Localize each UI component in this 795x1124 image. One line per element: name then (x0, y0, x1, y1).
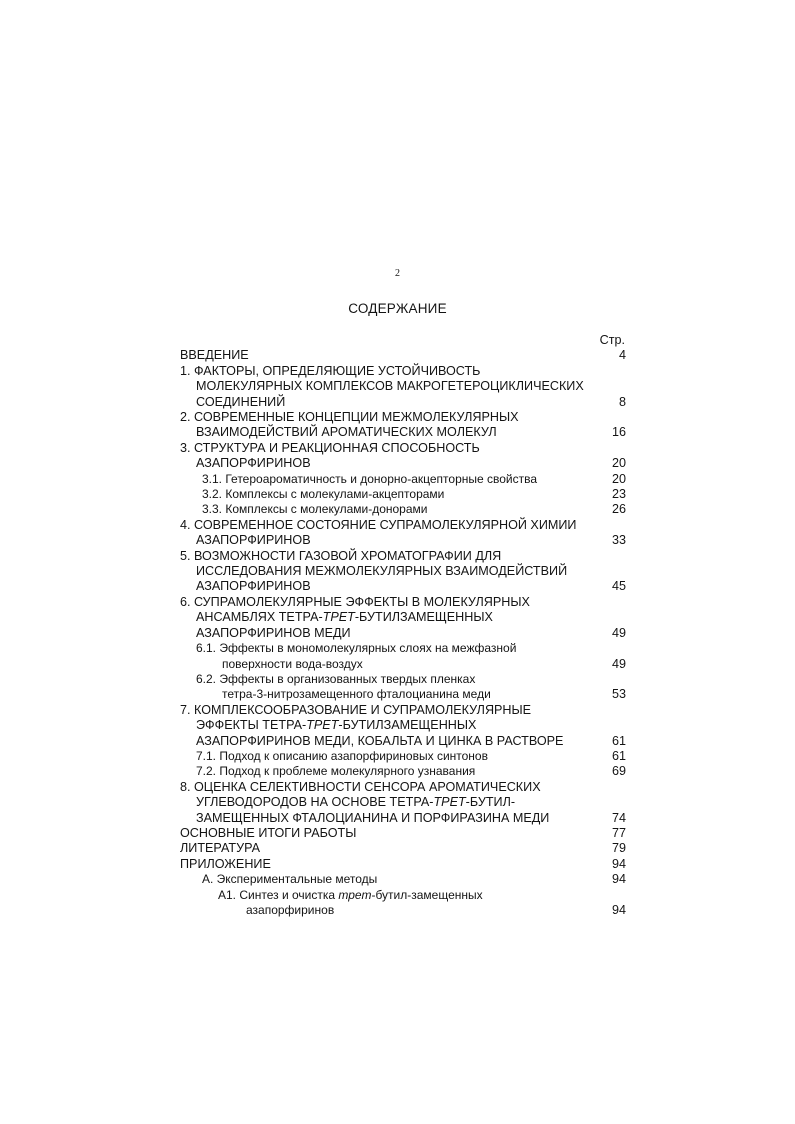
toc-entry-page: 61 (611, 733, 626, 748)
toc-entry-page: 79 (611, 841, 626, 856)
toc-entry-title (180, 703, 596, 749)
toc-entry (180, 487, 626, 502)
toc-entry-title (202, 872, 596, 887)
toc-entry-line: 7.2. Подход к проблеме молекулярного узнавания (196, 764, 476, 779)
toc-entry-page: 8 (618, 394, 626, 409)
toc-entry-page: 20 (611, 471, 626, 486)
toc-entry-line: ОСНОВНЫЕ ИТОГИ РАБОТЫ (180, 825, 357, 840)
toc-entry-line: А. Экспериментальные методы (202, 872, 378, 887)
toc-entry-page: 20 (611, 456, 626, 471)
toc-entry-line: 4. СОВРЕМЕННОЕ СОСТОЯНИЕ СУПРАМОЛЕКУЛЯРНОЙ ХИМИИ (180, 517, 577, 532)
toc-entry-page: 45 (611, 579, 626, 594)
toc-entry-page: 33 (611, 533, 626, 548)
toc-entry-title (180, 348, 596, 363)
toc-entry-line: АЗАПОРФИРИНОВ (196, 456, 311, 471)
toc-entry-title (196, 764, 596, 779)
toc-entry (180, 364, 626, 410)
toc-entry-line: ЭФФЕКТЫ ТЕТРА-ТРЕТ-БУТИЛЗАМЕЩЕННЫХ (196, 718, 477, 733)
toc-entry-line: поверхности вода-воздух (222, 656, 363, 671)
toc-entry-line: 2. СОВРЕМЕННЫЕ КОНЦЕПЦИИ МЕЖМОЛЕКУЛЯРНЫХ (180, 410, 519, 425)
toc-entry-title (180, 780, 596, 826)
toc-entry (180, 410, 626, 441)
toc-entry (180, 780, 626, 826)
toc-entry-line: ЛИТЕРАТУРА (180, 841, 261, 856)
table-of-contents (180, 333, 626, 918)
toc-entry-title (202, 502, 596, 517)
toc-entry-title (196, 749, 596, 764)
toc-entry (180, 441, 626, 472)
toc-title: СОДЕРЖАНИЕ (348, 301, 447, 316)
toc-entry-title (180, 364, 596, 410)
toc-entry-line: 7. КОМПЛЕКСООБРАЗОВАНИЕ И СУПРАМОЛЕКУЛЯРНЫЕ (180, 702, 532, 717)
toc-entry-page: 94 (611, 856, 626, 871)
toc-entry-page: 49 (611, 656, 626, 671)
toc-entry-title (180, 595, 596, 641)
toc-entry-line: АЗАПОРФИРИНОВ (196, 579, 311, 594)
toc-entry (180, 888, 626, 919)
toc-entry (180, 549, 626, 595)
toc-entry-line: АЗАПОРФИРИНОВ (196, 533, 311, 548)
toc-entry-title (180, 441, 596, 472)
toc-entry-line: азапорфиринов (246, 903, 335, 918)
toc-entry-line: 1. ФАКТОРЫ, ОПРЕДЕЛЯЮЩИЕ УСТОЙЧИВОСТЬ (180, 363, 481, 378)
toc-entry-page: 26 (611, 502, 626, 517)
toc-entry (180, 872, 626, 887)
toc-entry-page: 61 (611, 748, 626, 763)
toc-entry-line: МОЛЕКУЛЯРНЫХ КОМПЛЕКСОВ МАКРОГЕТЕРОЦИКЛИЧЕСКИХ (196, 379, 584, 394)
toc-entry-title (180, 857, 596, 872)
toc-entry-page: 16 (611, 425, 626, 440)
toc-entry (180, 502, 626, 517)
toc-entry-page: 49 (611, 625, 626, 640)
toc-entry (180, 703, 626, 749)
toc-entry-line: АНСАМБЛЯХ ТЕТРА-ТРЕТ-БУТИЛЗАМЕЩЕННЫХ (196, 610, 493, 625)
toc-entry-line: 6.1. Эффекты в мономолекулярных слоях на межфазной (196, 641, 517, 656)
toc-entry-line: 3.2. Комплексы с молекулами-акцепторами (202, 487, 445, 502)
toc-entry-page: 23 (611, 487, 626, 502)
toc-entry-title (180, 549, 596, 595)
toc-entry-page: 4 (618, 348, 626, 363)
toc-entry (180, 749, 626, 764)
toc-entry-page: 53 (611, 687, 626, 702)
toc-entry-line: АЗАПОРФИРИНОВ МЕДИ (196, 625, 351, 640)
toc-entry-line: 6. СУПРАМОЛЕКУЛЯРНЫЕ ЭФФЕКТЫ В МОЛЕКУЛЯРНЫХ (180, 594, 530, 609)
toc-entry-title (180, 518, 596, 549)
toc-entry-line: тетра-3-нитрозамещенного фталоцианина меди (222, 687, 491, 702)
toc-entry-line: А1. Синтез и очистка трет-бутил-замещенных (218, 887, 483, 902)
toc-entry-page: 74 (611, 810, 626, 825)
toc-entry-line: ПРИЛОЖЕНИЕ (180, 856, 271, 871)
toc-entry (180, 518, 626, 549)
toc-entry-line: ВВЕДЕНИЕ (180, 348, 249, 363)
toc-entry-page: 94 (611, 903, 626, 918)
toc-entry-title (202, 472, 596, 487)
toc-entry (180, 841, 626, 856)
toc-entry-line: 3. СТРУКТУРА И РЕАКЦИОННАЯ СПОСОБНОСТЬ (180, 440, 480, 455)
page-column-header: Стр. (599, 333, 625, 347)
toc-entry-line: СОЕДИНЕНИЙ (196, 394, 286, 409)
toc-entry-title (180, 841, 596, 856)
toc-entry-line: 8. ОЦЕНКА СЕЛЕКТИВНОСТИ СЕНСОРА АРОМАТИЧЕСКИХ (180, 779, 541, 794)
toc-entry-line: УГЛЕВОДОРОДОВ НА ОСНОВЕ ТЕТРА-ТРЕТ-БУТИЛ- (196, 795, 516, 810)
toc-entry (180, 641, 626, 672)
toc-entry (180, 826, 626, 841)
toc-entry (180, 764, 626, 779)
toc-entry (180, 472, 626, 487)
toc-entry-line: 5. ВОЗМОЖНОСТИ ГАЗОВОЙ ХРОМАТОГРАФИИ ДЛЯ (180, 548, 502, 563)
toc-entry (180, 595, 626, 641)
toc-entry-line: 6.2. Эффекты в организованных твердых пленках (196, 671, 476, 686)
toc-entry-title (196, 672, 596, 703)
toc-entry-title (180, 410, 596, 441)
page-number: 2 (395, 268, 400, 279)
toc-entry-line: 3.3. Комплексы с молекулами-донорами (202, 502, 428, 517)
toc-entry-line: ИССЛЕДОВАНИЯ МЕЖМОЛЕКУЛЯРНЫХ ВЗАИМОДЕЙСТВИЙ (196, 564, 568, 579)
toc-entry-line: АЗАПОРФИРИНОВ МЕДИ, КОБАЛЬТА И ЦИНКА В РАСТВОРЕ (196, 733, 564, 748)
toc-entry-line: ЗАМЕЩЕННЫХ ФТАЛОЦИАНИНА И ПОРФИРАЗИНА МЕДИ (196, 810, 550, 825)
toc-entry-page: 94 (611, 872, 626, 887)
toc-entry-line: ВЗАИМОДЕЙСТВИЙ АРОМАТИЧЕСКИХ МОЛЕКУЛ (196, 425, 497, 440)
toc-entry-page: 69 (611, 764, 626, 779)
toc-entry (180, 672, 626, 703)
toc-entry-line: 3.1. Гетероароматичность и донорно-акцепторные свойства (202, 471, 538, 486)
toc-entry-page: 77 (611, 825, 626, 840)
toc-entry-title (202, 487, 596, 502)
toc-entry-line: 7.1. Подход к описанию азапорфириновых синтонов (196, 748, 488, 763)
toc-entry-title (218, 888, 596, 919)
toc-entry-title (180, 826, 596, 841)
toc-entry (180, 857, 626, 872)
toc-entry-title (196, 641, 596, 672)
toc-entry (180, 348, 626, 363)
